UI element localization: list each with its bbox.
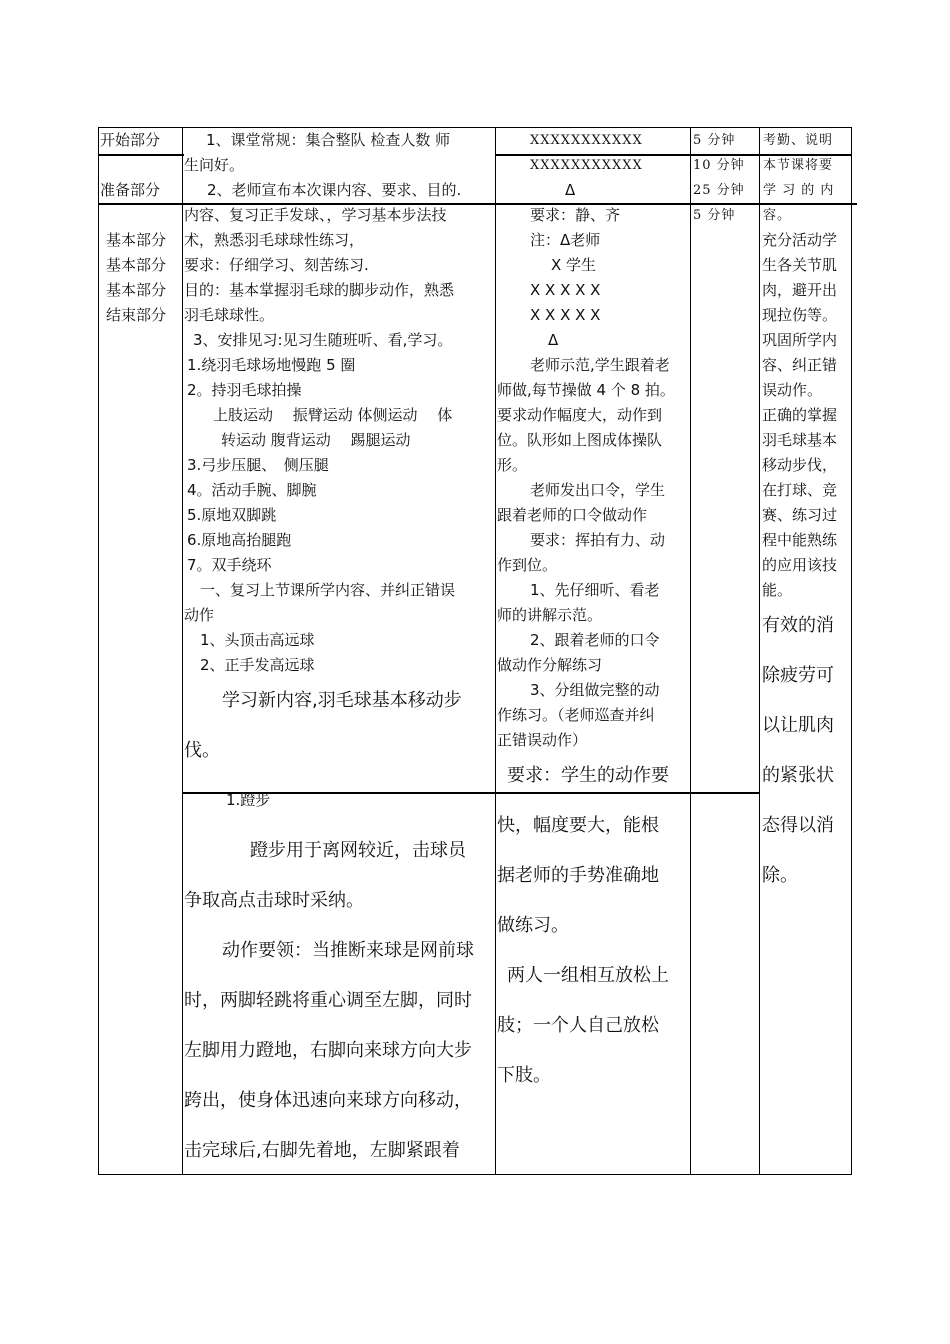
org-line: X 学生 — [551, 256, 597, 274]
purpose-line: 除。 — [762, 865, 798, 886]
section-basic: 基本部分 — [106, 281, 167, 299]
content-line: 学习新内容,羽毛球基本移动步 — [222, 690, 462, 711]
formation-row: X X X X X — [530, 306, 601, 324]
purpose-line: 考勤、说明 — [763, 133, 834, 148]
content-line: 要求：仔细学习、刻苦练习. — [184, 256, 369, 274]
purpose-line: 有效的消 — [762, 615, 834, 636]
time-value: 10 分钟 — [693, 158, 745, 173]
purpose-line: 学 习 的 内 — [763, 183, 835, 198]
org-line: 师做,每节操做 4 个 8 拍。 — [497, 381, 675, 399]
content-line: 转运动 腹背运动 踢腿运动 — [221, 431, 411, 449]
org-line: 跟着老师的口令做动作 — [497, 506, 648, 524]
purpose-line: 巩固所学内 — [762, 331, 838, 349]
org-line: 老师发出口令，学生 — [530, 481, 666, 499]
purpose-line: 容、纠正错 — [762, 356, 838, 374]
purpose-line: 以让肌肉 — [762, 715, 834, 736]
content-line: 2、正手发高远球 — [200, 656, 315, 674]
purpose-line: 充分活动学 — [762, 231, 838, 249]
content-line: 2、老师宣布本次课内容、要求、目的. — [207, 181, 462, 199]
org-line: 要求：静、齐 — [530, 206, 621, 224]
content-line: 4。活动手腕、脚腕 — [187, 481, 317, 499]
purpose-line: 赛、练习过 — [762, 506, 838, 524]
org-line: 要求：挥拍有力、动 — [530, 531, 666, 549]
content-line: 1、课堂常规：集合整队 检查人数 师 — [206, 131, 451, 149]
content-line: 5.原地双脚跳 — [187, 506, 277, 524]
section-basic: 基本部分 — [106, 231, 167, 249]
content-line: 争取高点击球时采纳。 — [184, 890, 364, 911]
purpose-line: 正确的掌握 — [762, 406, 838, 424]
purpose-line: 在打球、竞 — [762, 481, 838, 499]
purpose-line: 现拉伤等。 — [762, 306, 838, 324]
purpose-line: 移动步伐， — [762, 456, 838, 474]
formation-row: X X X X X — [530, 281, 601, 299]
formation-row: XXXXXXXXXXX — [530, 158, 643, 173]
content-line: 蹬步用于离网较近，击球员 — [250, 840, 466, 861]
purpose-line: 程中能熟练 — [762, 531, 838, 549]
table-vline-4 — [690, 127, 691, 1175]
content-line: 6.原地高抬腿跑 — [187, 531, 292, 549]
content-line: 一、复习上节课所学内容、并纠正错误 — [200, 581, 456, 599]
org-line: 作练习。（老师巡查并纠 — [497, 706, 655, 724]
table-vline-5 — [759, 127, 760, 1175]
content-line: 上肢运动 振臂运动 体侧运动 体 — [213, 406, 453, 424]
content-line: 左脚用力蹬地，右脚向来球方向大步 — [184, 1040, 472, 1061]
content-line: 动作要领：当推断来球是网前球 — [222, 940, 474, 961]
section-prep: 准备部分 — [100, 181, 161, 199]
content-line: 内容、复习正手发球、，学习基本步法技 — [184, 206, 447, 224]
org-line: 下肢。 — [497, 1065, 551, 1086]
purpose-line: 态得以消 — [762, 815, 834, 836]
org-line: 做练习。 — [497, 915, 569, 936]
org-line: 3、分组做完整的动 — [530, 681, 660, 699]
purpose-line: 除疲劳可 — [762, 665, 834, 686]
org-line: 作到位。 — [497, 556, 558, 574]
content-line: 3.弓步压腿、 侧压腿 — [187, 456, 329, 474]
content-line: 时，两脚轻跳将重心调至左脚，同时 — [184, 990, 472, 1011]
table-vline-1 — [98, 127, 99, 1175]
content-line: 术，熟悉羽毛球球性练习， — [184, 231, 365, 249]
table-vline-3 — [495, 127, 496, 1175]
table-vline-6 — [851, 127, 852, 1175]
teacher-marker: Δ — [565, 181, 576, 199]
content-line: 1、头顶击高远球 — [200, 631, 315, 649]
purpose-line: 本节课将要 — [763, 158, 834, 173]
org-line: 形。 — [497, 456, 528, 474]
org-line: 师的讲解示范。 — [497, 606, 603, 624]
org-line: 老师示范,学生跟着老 — [530, 356, 670, 374]
purpose-line: 的紧张状 — [762, 765, 834, 786]
purpose-line: 肉，避开出 — [762, 281, 838, 299]
org-line: 要求：学生的动作要 — [507, 765, 669, 786]
content-line: 击完球后,右脚先着地，左脚紧跟着 — [184, 1140, 460, 1161]
time-value: 25 分钟 — [693, 183, 745, 198]
org-line: 要求动作幅度大，动作到 — [497, 406, 663, 424]
formation-row: XXXXXXXXXXX — [530, 133, 643, 148]
content-line: 伐。 — [184, 740, 220, 761]
section-basic: 基本部分 — [106, 256, 167, 274]
time-value: 5 分钟 — [693, 133, 736, 148]
content-line: 动作 — [184, 606, 215, 624]
content-line: 1.绕羽毛球场地慢跑 5 圈 — [187, 356, 356, 374]
org-line: 正错误动作） — [497, 731, 588, 749]
time-value: 5 分钟 — [693, 208, 736, 223]
table-hline-row1 — [98, 154, 184, 156]
content-line: 生问好。 — [184, 156, 245, 174]
content-line: 1.蹬步 — [226, 791, 271, 809]
purpose-line: 能。 — [762, 581, 793, 599]
content-line: 目的：基本掌握羽毛球的脚步动作，熟悉 — [184, 281, 455, 299]
teacher-marker: Δ — [548, 331, 559, 349]
purpose-line: 容。 — [763, 208, 792, 223]
org-line: 注：Δ老师 — [530, 231, 601, 249]
org-line: 快，幅度要大，能根 — [497, 815, 659, 836]
org-line: 肢；一个人自己放松 — [497, 1015, 659, 1036]
content-line: 羽毛球球性。 — [184, 306, 275, 324]
content-line: 跨出，使身体迅速向来球方向移动， — [184, 1090, 472, 1111]
org-line: 1、先仔细听、看老 — [530, 581, 660, 599]
purpose-line: 生各关节肌 — [762, 256, 838, 274]
content-line: 2。持羽毛球拍操 — [187, 381, 302, 399]
purpose-line: 误动作。 — [762, 381, 823, 399]
section-end: 结束部分 — [106, 306, 167, 324]
content-line: 3、安排见习:见习生随班听、看,学习。 — [193, 331, 453, 349]
org-line: 位。队形如上图成体操队 — [497, 431, 663, 449]
org-line: 做动作分解练习 — [497, 656, 603, 674]
purpose-line: 的应用该技 — [762, 556, 838, 574]
org-line: 两人一组相互放松上 — [507, 965, 669, 986]
content-line: 7。双手绕环 — [187, 556, 272, 574]
purpose-line: 羽毛球基本 — [762, 431, 838, 449]
section-start: 开始部分 — [100, 131, 161, 149]
table-vline-2 — [182, 127, 183, 1175]
org-line: 据老师的手势准确地 — [497, 865, 659, 886]
org-line: 2、跟着老师的口令 — [530, 631, 660, 649]
